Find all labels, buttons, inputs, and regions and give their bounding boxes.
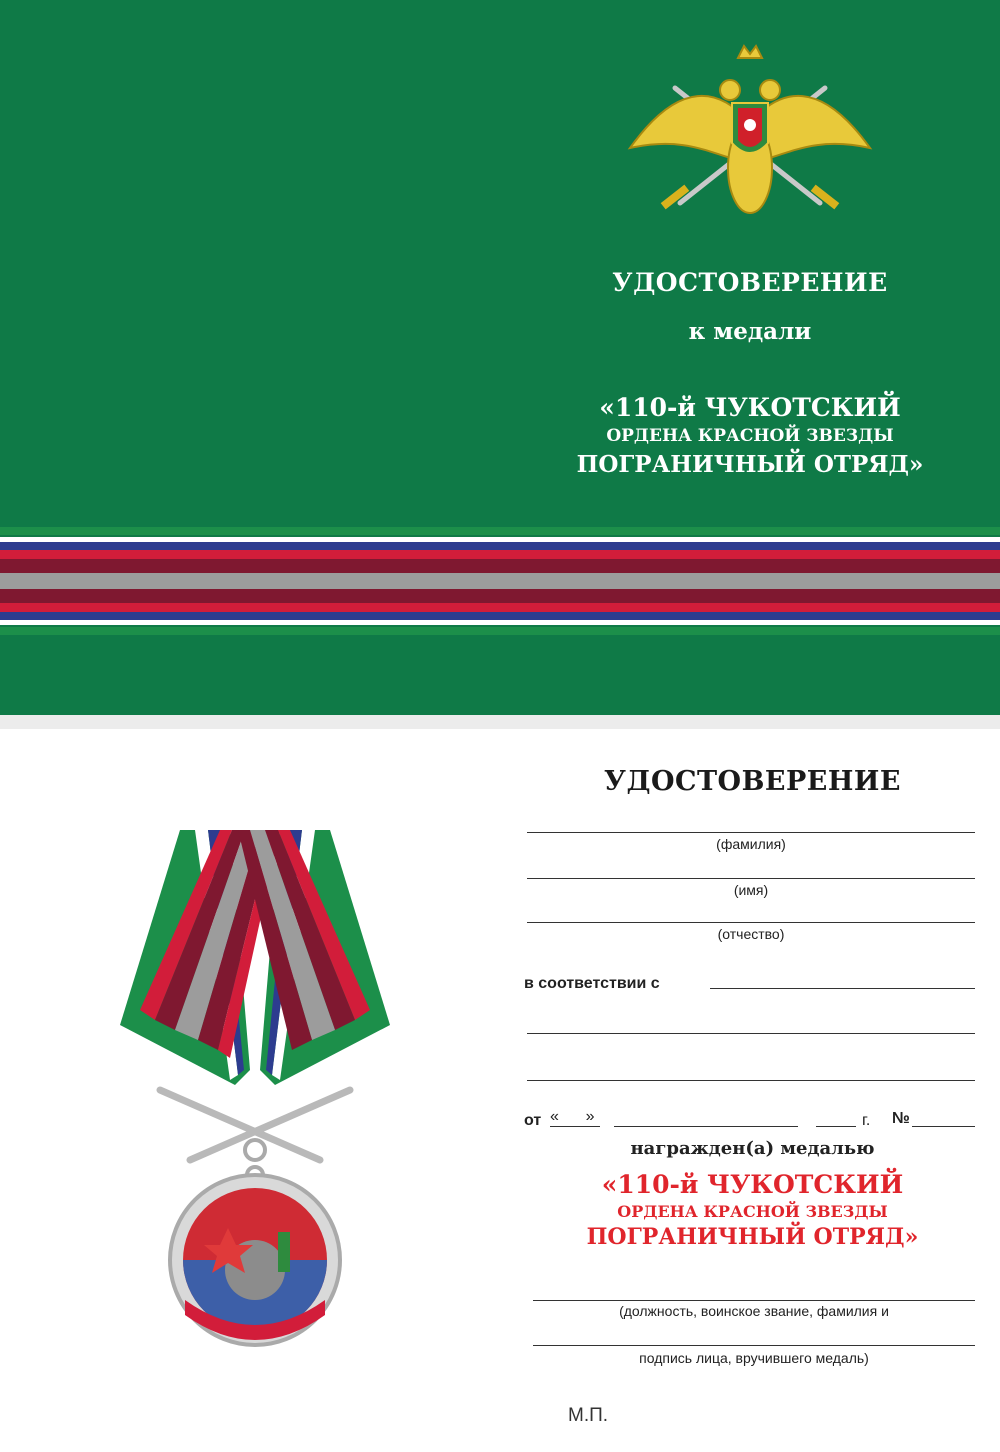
number-label: №	[892, 1110, 910, 1127]
eagle-emblem-icon	[620, 28, 880, 228]
inner-medal-line1: «110-й ЧУКОТСКИЙ	[601, 1170, 904, 1199]
cover-title: УДОСТОВЕРЕНИЕ	[612, 268, 888, 297]
inner-medal-line3: ПОГРАНИЧНЫЙ ОТРЯД»	[586, 1224, 919, 1250]
cover-medal-line3: ПОГРАНИЧНЫЙ ОТРЯД»	[576, 451, 924, 478]
signer-caption-1: (должность, воинское звание, фамилия и	[619, 1303, 889, 1319]
number-line[interactable]	[912, 1126, 975, 1127]
cover-subtitle: к медали	[688, 318, 812, 345]
signature-line[interactable]	[533, 1345, 975, 1346]
date-from-label: от	[524, 1112, 542, 1129]
ribbon-stripes	[0, 527, 1000, 639]
surname-line[interactable]	[527, 832, 975, 833]
day-line[interactable]	[550, 1126, 600, 1127]
accordance-line[interactable]	[710, 988, 975, 989]
name-line[interactable]	[527, 878, 975, 879]
certificate-cover	[0, 0, 1000, 715]
inner-title: УДОСТОВЕРЕНИЕ	[604, 766, 901, 797]
year-line[interactable]	[816, 1126, 856, 1127]
signer-caption-2: подпись лица, вручившего медаль)	[639, 1350, 869, 1366]
accordance-line-2[interactable]	[527, 1033, 975, 1034]
cover-medal-line2: ОРДЕНА КРАСНОЙ ЗВЕЗДЫ	[606, 426, 894, 446]
surname-caption: (фамилия)	[716, 836, 786, 852]
medal-image	[120, 830, 390, 1350]
accordance-line-3[interactable]	[527, 1080, 975, 1081]
name-caption: (имя)	[733, 882, 769, 898]
patronymic-line[interactable]	[527, 922, 975, 923]
inner-medal-line2: ОРДЕНА КРАСНОЙ ЗВЕЗДЫ	[617, 1202, 888, 1221]
patronymic-caption: (отчество)	[717, 926, 785, 942]
cover-medal-line1: «110-й ЧУКОТСКИЙ	[599, 393, 901, 422]
page-separator	[0, 715, 1000, 729]
signer-line[interactable]	[533, 1300, 975, 1301]
accordance-label: в соответствии с	[524, 975, 660, 992]
month-line[interactable]	[614, 1126, 798, 1127]
stamp-place-label: М.П.	[568, 1405, 609, 1426]
year-label: г.	[862, 1112, 871, 1129]
awarded-label: награжден(а) медалью	[630, 1138, 875, 1159]
date-quotes: « »	[550, 1108, 595, 1125]
